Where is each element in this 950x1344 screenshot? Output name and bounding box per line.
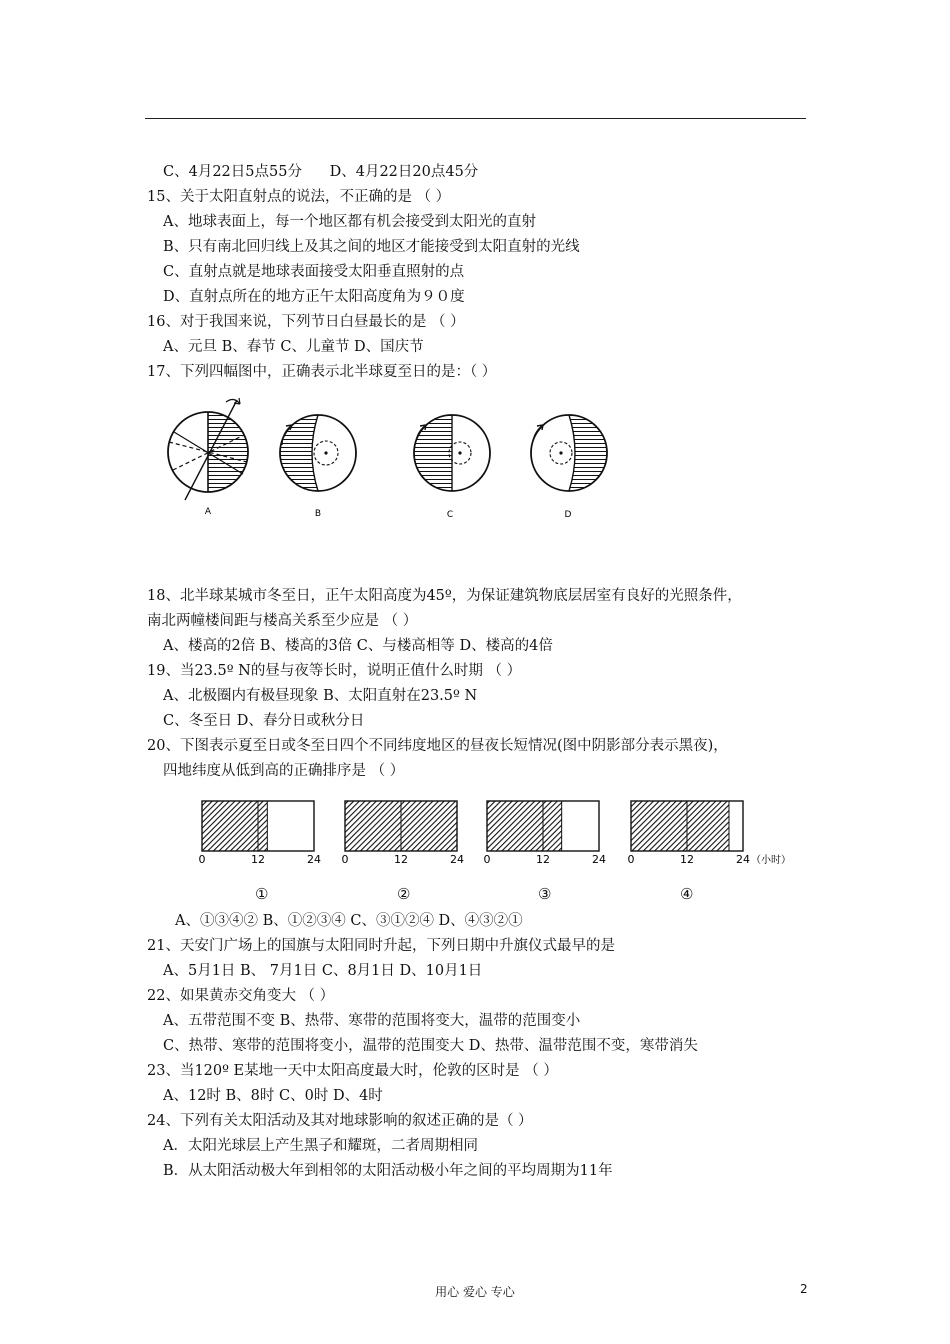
q17-label-c: C: [446, 510, 454, 520]
q20-tick-24: 24: [450, 853, 464, 866]
q15-option-a: A、地球表面上，每一个地区都有机会接受到太阳光的直射: [163, 214, 536, 230]
q15-option-b: B、只有南北回归线上及其之间的地区才能接受到太阳直射的光线: [163, 239, 580, 255]
q17-diagram-b: [280, 415, 356, 491]
q20-night-segment: [631, 801, 729, 851]
q20-options: A、①③④② B、①②③④ C、③①②④ D、④③②①: [175, 913, 523, 929]
q21-stem: 21、天安门广场上的国旗与太阳同时升起，下列日期中升旗仪式最早的是: [147, 938, 615, 954]
q24-option-b: B．从太阳活动极大年到相邻的太阳活动极小年之间的平均周期为11年: [163, 1163, 613, 1179]
q20-tick-12: 12: [680, 853, 694, 866]
q20-tick-24: 24: [592, 853, 606, 866]
page-footer: 用心 爱心 专心: [435, 1285, 515, 1299]
q18-options: A、楼高的2倍 B、楼高的3倍 C、与楼高相等 D、楼高的4倍: [163, 638, 553, 654]
q20-stem-line2: 四地纬度从低到高的正确排序是 （ ）: [163, 763, 405, 779]
q23-options: A、12时 B、8时 C、0时 D、4时: [163, 1088, 383, 1104]
q20-night-segment: [487, 801, 562, 851]
page-number: 2: [800, 1282, 808, 1296]
q20-figure: [195, 795, 795, 875]
q14-option-c: C、4月22日5点55分: [163, 164, 302, 180]
q22-options-ab: A、五带范围不变 B、热带、寒带的范围将变大，温带的范围变小: [163, 1013, 581, 1029]
q20-tick-12: 12: [251, 853, 265, 866]
q15-option-d: D、直射点所在的地方正午太阳高度角为９０度: [163, 289, 465, 305]
q16-stem: 16、对于我国来说，下列节日白昼最长的是 （ ）: [147, 314, 465, 330]
q18-stem-line2: 南北两幢楼间距与楼高关系至少应是 （ ）: [147, 613, 418, 629]
q21-options: A、5月1日 B、 7月1日 C、8月1日 D、10月1日: [163, 963, 483, 979]
q20-bar-2: [342, 801, 465, 866]
q20-bar-4: [628, 801, 792, 866]
q24-option-a: A．太阳光球层上产生黑子和耀斑，二者周期相同: [163, 1138, 478, 1154]
q24-stem: 24、下列有关太阳活动及其对地球影响的叙述正确的是（ ）: [147, 1113, 533, 1129]
q16-options: A、元旦 B、春节 C、儿童节 D、国庆节: [163, 339, 424, 355]
header-rule: [145, 118, 806, 119]
q20-mark-4: ④: [680, 885, 694, 903]
q17-diagram-a: [168, 398, 253, 500]
q17-diagram-d: [531, 415, 607, 491]
q15-option-c: C、直射点就是地球表面接受太阳垂直照射的点: [163, 264, 465, 280]
q20-mark-1: ①: [255, 885, 269, 903]
q14-options: [163, 163, 478, 181]
q17-stem: 17、下列四幅图中，正确表示北半球夏至日的是：（ ）: [147, 364, 497, 380]
q17-label-b: B: [314, 509, 322, 519]
q20-stem-line1: 20、下图表示夏至日或冬至日四个不同纬度地区的昼夜长短情况(图中阴影部分表示黑夜)，: [147, 738, 728, 754]
q18-stem-line1: 18、北半球某城市冬至日，正午太阳高度为45º，为保证建筑物底层居室有良好的光照条件，: [147, 588, 742, 604]
q20-mark-3: ③: [538, 885, 552, 903]
q19-stem: 19、当23.5º N的昼与夜等长时，说明正值什么时期 （ ）: [147, 663, 522, 679]
q20-unit-label: （小时）: [751, 855, 791, 866]
q15-stem: 15、关于太阳直射点的说法，不正确的是 （ ）: [147, 189, 451, 205]
q14-option-d: D、4月22日20点45分: [329, 164, 479, 180]
q20-bar-1: [199, 801, 322, 866]
q20-tick-12: 12: [394, 853, 408, 866]
q20-tick-0: 0: [198, 853, 206, 866]
q20-tick-24: 24: [307, 853, 321, 866]
q17-label-d: D: [564, 510, 572, 520]
q20-bars: [199, 801, 792, 866]
q20-tick-0: 0: [627, 853, 635, 866]
q17-label-a: A: [204, 507, 212, 517]
q23-stem: 23、当120º E某地一天中太阳高度最大时，伦敦的区时是 （ ）: [147, 1063, 558, 1079]
q20-bar-3: [484, 801, 607, 866]
q22-options-cd: C、热带、寒带的范围将变小，温带的范围变大 D、热带、温带范围不变，寒带消失: [163, 1038, 698, 1054]
q17-figure-d: [515, 395, 625, 525]
q20-tick-0: 0: [341, 853, 349, 866]
q19-options-ab: A、北极圈内有极昼现象 B、太阳直射在23.5º N: [163, 688, 478, 704]
q20-tick-24: 24: [736, 853, 750, 866]
q17-figure: [160, 395, 500, 525]
q20-tick-0: 0: [483, 853, 491, 866]
q19-options-cd: C、冬至日 D、春分日或秋分日: [163, 713, 365, 729]
q20-mark-2: ②: [397, 885, 411, 903]
q22-stem: 22、如果黄赤交角变大 （ ）: [147, 988, 335, 1004]
q17-diagram-c: [410, 410, 490, 500]
q20-tick-12: 12: [536, 853, 550, 866]
